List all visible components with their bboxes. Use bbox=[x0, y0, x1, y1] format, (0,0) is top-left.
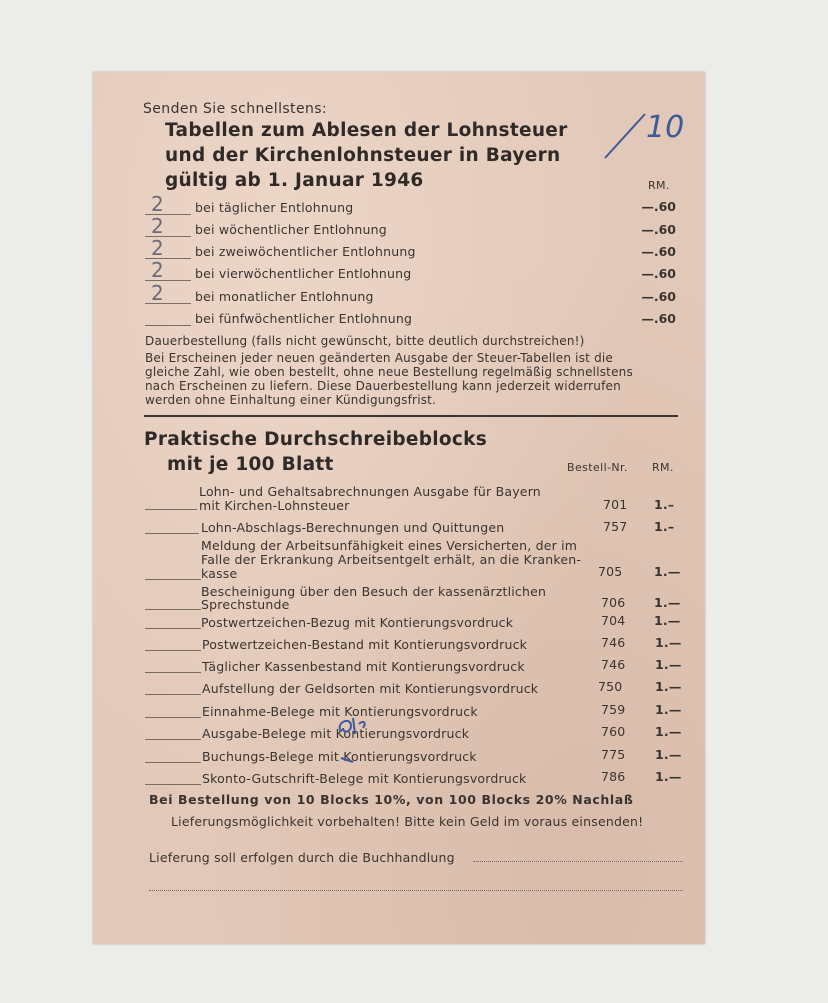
discount-note: Bei Bestellung von 10 Blocks 10%, von 100 Blocks 20% Nachlaß bbox=[149, 792, 634, 807]
price: 1.— bbox=[654, 613, 681, 628]
order-number: 760 bbox=[601, 724, 626, 739]
qty-line[interactable] bbox=[145, 609, 201, 610]
price: 1.– bbox=[654, 497, 675, 512]
list-item-label: Täglicher Kassenbestand mit Kontierungsvordruck bbox=[202, 659, 525, 674]
price: —.60 bbox=[641, 244, 676, 259]
title-line-1: Tabellen zum Ablesen der Lohnsteuer bbox=[165, 120, 568, 141]
list-item-label: Aufstellung der Geldsorten mit Kontierungsvordruck bbox=[202, 681, 539, 696]
order-number: 704 bbox=[601, 613, 626, 628]
list-item-label: bei vierwöchentlicher Entlohnung bbox=[195, 266, 412, 281]
currency-header: RM. bbox=[648, 179, 670, 192]
list-item-label: mit Kirchen-Lohnsteuer bbox=[199, 498, 350, 513]
list-item-label: Lohn-Abschlags-Berechnungen und Quittungen bbox=[201, 520, 505, 535]
price-header: RM. bbox=[652, 461, 674, 474]
qty-line[interactable] bbox=[145, 650, 201, 651]
price: —.60 bbox=[641, 199, 676, 214]
title-line-2: und der Kirchenlohnsteuer in Bayern bbox=[165, 145, 561, 166]
bookshop-field[interactable] bbox=[473, 861, 683, 862]
list-item-label: Falle der Erkrankung Arbeitsentgelt erhält, an die Kranken- bbox=[201, 552, 582, 567]
order-number-header: Bestell-Nr. bbox=[567, 461, 628, 474]
price: —.60 bbox=[641, 289, 676, 304]
price: 1.— bbox=[655, 635, 682, 650]
order-number: 759 bbox=[601, 702, 626, 717]
qty-line bbox=[145, 303, 191, 304]
price: 1.— bbox=[654, 564, 681, 579]
standing-order-line-4: nach Erscheinen zu liefern. Diese Dauerbestellung kann jederzeit widerrufen bbox=[145, 379, 621, 393]
list-item-label: Postwertzeichen-Bestand mit Kontierungsvordruck bbox=[202, 637, 528, 652]
title-line-3: gültig ab 1. Januar 1946 bbox=[165, 170, 424, 191]
list-item-label: bei zweiwöchentlicher Entlohnung bbox=[195, 244, 416, 259]
handwritten-qty[interactable]: 2 bbox=[151, 214, 164, 238]
handwritten-scribble bbox=[333, 712, 373, 772]
list-item-label: Buchungs-Belege mit Kontierungsvordruck bbox=[202, 749, 477, 764]
qty-line[interactable] bbox=[145, 739, 201, 740]
handwritten-qty[interactable]: 2 bbox=[151, 281, 164, 305]
price: 1.– bbox=[654, 519, 675, 534]
price: —.60 bbox=[641, 311, 676, 326]
qty-line[interactable] bbox=[145, 628, 201, 629]
list-item-label: Meldung der Arbeitsunfähigkeit eines Versicherten, der im bbox=[201, 538, 578, 553]
handwritten-quantity: 10 bbox=[646, 110, 685, 145]
list-item-label: Sprechstunde bbox=[201, 597, 290, 612]
list-item-label: Ausgabe-Belege mit Kontierungsvordruck bbox=[202, 726, 470, 741]
list-item-label: kasse bbox=[201, 566, 238, 581]
delivery-notice: Lieferungsmöglichkeit vorbehalten! Bitte kein Geld im voraus einsenden! bbox=[171, 814, 644, 829]
price: 1.— bbox=[655, 657, 682, 672]
qty-line bbox=[145, 325, 191, 326]
order-number: 750 bbox=[598, 679, 623, 694]
list-item-label: Einnahme-Belege mit Kontierungsvordruck bbox=[202, 704, 478, 719]
order-number: 775 bbox=[601, 747, 626, 762]
section-divider bbox=[144, 415, 678, 417]
price: —.60 bbox=[641, 266, 676, 281]
blocks-title-line-2: mit je 100 Blatt bbox=[167, 454, 334, 475]
list-item-label: Skonto-Gutschrift-Belege mit Kontierungsvordruck bbox=[202, 771, 527, 786]
standing-order-line-3: gleiche Zahl, wie oben bestellt, ohne neue Bestellung regelmäßig schnellstens bbox=[145, 365, 633, 379]
handwritten-qty[interactable]: 2 bbox=[151, 192, 164, 216]
order-number: 746 bbox=[601, 657, 626, 672]
list-item-label: Lohn- und Gehaltsabrechnungen Ausgabe für Bayern bbox=[199, 484, 541, 499]
list-item-label: bei fünfwöchentlicher Entlohnung bbox=[195, 311, 413, 326]
standing-order-line-5: werden ohne Einhaltung einer Kündigungsfrist. bbox=[145, 393, 437, 407]
order-number: 786 bbox=[601, 769, 626, 784]
list-item-label: Bescheinigung über den Besuch der kassenärztlichen bbox=[201, 584, 547, 599]
order-number: 701 bbox=[603, 497, 628, 512]
order-number: 706 bbox=[601, 595, 626, 610]
order-number: 746 bbox=[601, 635, 626, 650]
price: 1.— bbox=[655, 769, 682, 784]
order-card bbox=[93, 72, 705, 944]
qty-line[interactable] bbox=[145, 694, 201, 695]
qty-line[interactable] bbox=[145, 717, 201, 718]
price: 1.— bbox=[655, 702, 682, 717]
list-item-label: bei täglicher Entlohnung bbox=[195, 200, 354, 215]
bookshop-field-line-2[interactable] bbox=[149, 890, 683, 891]
handwritten-qty[interactable]: 2 bbox=[151, 258, 164, 282]
list-item-label: bei monatlicher Entlohnung bbox=[195, 289, 374, 304]
qty-line[interactable] bbox=[145, 762, 201, 763]
list-item-label: Postwertzeichen-Bezug mit Kontierungsvordruck bbox=[201, 615, 514, 630]
standing-order-line-1: Dauerbestellung (falls nicht gewünscht, bitte deutlich durchstreichen!) bbox=[145, 334, 585, 348]
price: —.60 bbox=[641, 222, 676, 237]
qty-line[interactable] bbox=[145, 579, 201, 580]
price: 1.— bbox=[655, 747, 682, 762]
list-item-label: bei wöchentlicher Entlohnung bbox=[195, 222, 387, 237]
delivery-label: Lieferung soll erfolgen durch die Buchhandlung bbox=[149, 850, 455, 865]
price: 1.— bbox=[655, 679, 682, 694]
qty-line[interactable] bbox=[145, 533, 199, 534]
blocks-title-line-1: Praktische Durchschreibeblocks bbox=[144, 429, 488, 450]
qty-line[interactable] bbox=[145, 672, 201, 673]
qty-line[interactable] bbox=[145, 784, 201, 785]
standing-order-line-2: Bei Erscheinen jeder neuen geänderten Ausgabe der Steuer-Tabellen ist die bbox=[145, 351, 614, 365]
order-number: 705 bbox=[598, 564, 623, 579]
price: 1.— bbox=[655, 724, 682, 739]
price: 1.— bbox=[654, 595, 681, 610]
handwritten-qty[interactable]: 2 bbox=[151, 236, 164, 260]
qty-line[interactable] bbox=[145, 509, 197, 510]
order-number: 757 bbox=[603, 519, 628, 534]
intro-text: Senden Sie schnellstens: bbox=[143, 101, 328, 117]
